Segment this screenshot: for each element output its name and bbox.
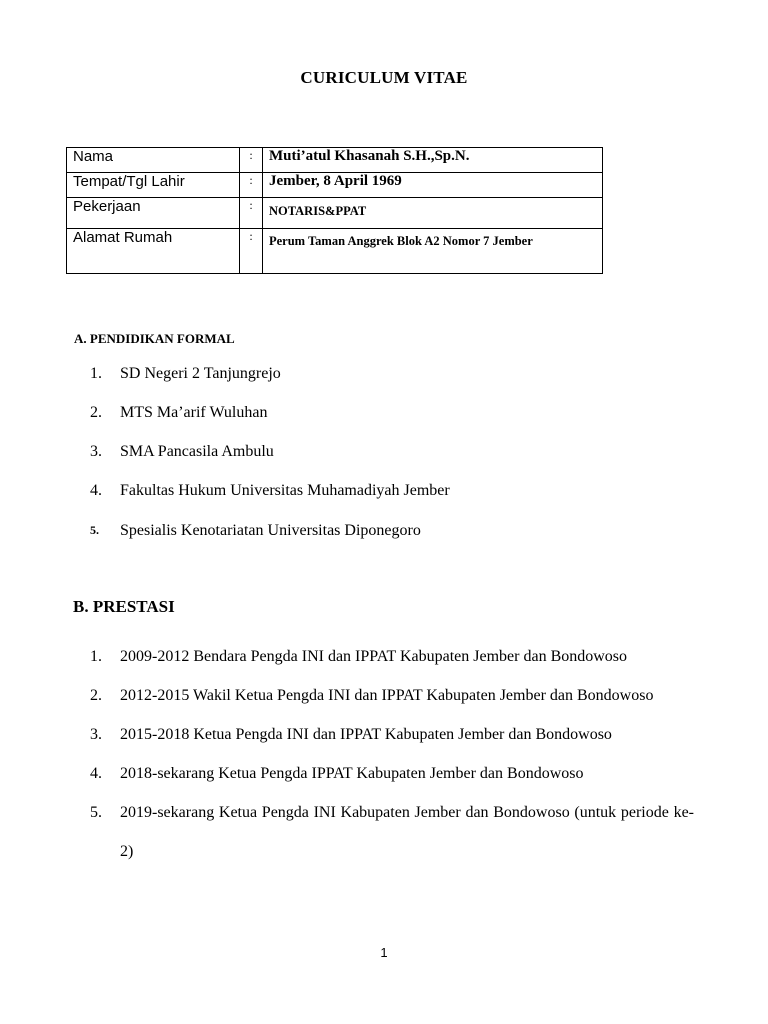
list-item xyxy=(90,481,710,520)
list-number: 1. xyxy=(90,648,102,665)
list-number: 1. xyxy=(90,365,102,382)
list-item xyxy=(90,442,710,481)
identity-separator: : xyxy=(240,198,263,229)
list-text: 2012-2015 Wakil Ketua Pengda INI dan IPPAT Kabupaten Jember dan Bondowoso xyxy=(120,687,654,704)
list-item xyxy=(90,676,694,715)
identity-value: Muti’atul Khasanah S.H.,Sp.N. xyxy=(263,148,603,173)
list-text: SMA Pancasila Ambulu xyxy=(120,443,274,460)
identity-row-occupation xyxy=(67,198,603,229)
list-number: 4. xyxy=(90,482,102,499)
list-text: 2015-2018 Ketua Pengda INI dan IPPAT Kabupaten Jember dan Bondowoso xyxy=(120,726,612,743)
list-text: 2019-sekarang Ketua Pengda INI Kabupaten Jember dan Bondowoso (untuk periode ke-2) xyxy=(120,804,694,860)
identity-row-birth xyxy=(67,173,603,198)
identity-row-name xyxy=(67,148,603,173)
list-text: 2018-sekarang Ketua Pengda IPPAT Kabupaten Jember dan Bondowoso xyxy=(120,765,584,782)
identity-value: NOTARIS&PPAT xyxy=(263,198,603,229)
list-text: Spesialis Kenotariatan Universitas Diponegoro xyxy=(120,522,421,539)
identity-table xyxy=(66,147,603,274)
section-heading-achievements: B. PRESTASI xyxy=(73,597,175,616)
document-title: CURICULUM VITAE xyxy=(300,68,468,87)
identity-label: Pekerjaan xyxy=(67,198,240,229)
section-heading-education: A. PENDIDIKAN FORMAL xyxy=(74,331,235,346)
list-number: 5. xyxy=(90,804,102,821)
identity-separator: : xyxy=(240,148,263,173)
list-item xyxy=(90,793,694,871)
list-number: 2. xyxy=(90,687,102,704)
identity-row-address xyxy=(67,229,603,274)
list-text: SD Negeri 2 Tanjungrejo xyxy=(120,365,281,382)
list-item xyxy=(90,754,694,793)
education-list xyxy=(90,364,710,559)
identity-value: Perum Taman Anggrek Blok A2 Nomor 7 Jember xyxy=(263,229,603,274)
identity-label: Tempat/Tgl Lahir xyxy=(67,173,240,198)
page-number: 1 xyxy=(380,945,388,960)
list-item xyxy=(90,364,710,403)
list-number: 3. xyxy=(90,443,102,460)
identity-value: Jember, 8 April 1969 xyxy=(263,173,603,198)
list-number: 2. xyxy=(90,404,102,421)
list-text: Fakultas Hukum Universitas Muhamadiyah Jember xyxy=(120,482,450,499)
list-number: 4. xyxy=(90,765,102,782)
list-item xyxy=(90,520,710,559)
identity-separator: : xyxy=(240,229,263,274)
achievements-list xyxy=(90,637,694,871)
list-number: 5. xyxy=(90,523,99,537)
list-text: 2009-2012 Bendara Pengda INI dan IPPAT Kabupaten Jember dan Bondowoso xyxy=(120,648,628,665)
list-number: 3. xyxy=(90,726,102,743)
identity-label: Nama xyxy=(67,148,240,173)
identity-label: Alamat Rumah xyxy=(67,229,240,274)
list-item xyxy=(90,637,694,676)
identity-separator: : xyxy=(240,173,263,198)
list-text: MTS Ma’arif Wuluhan xyxy=(120,404,268,421)
list-item xyxy=(90,403,710,442)
list-item xyxy=(90,715,694,754)
